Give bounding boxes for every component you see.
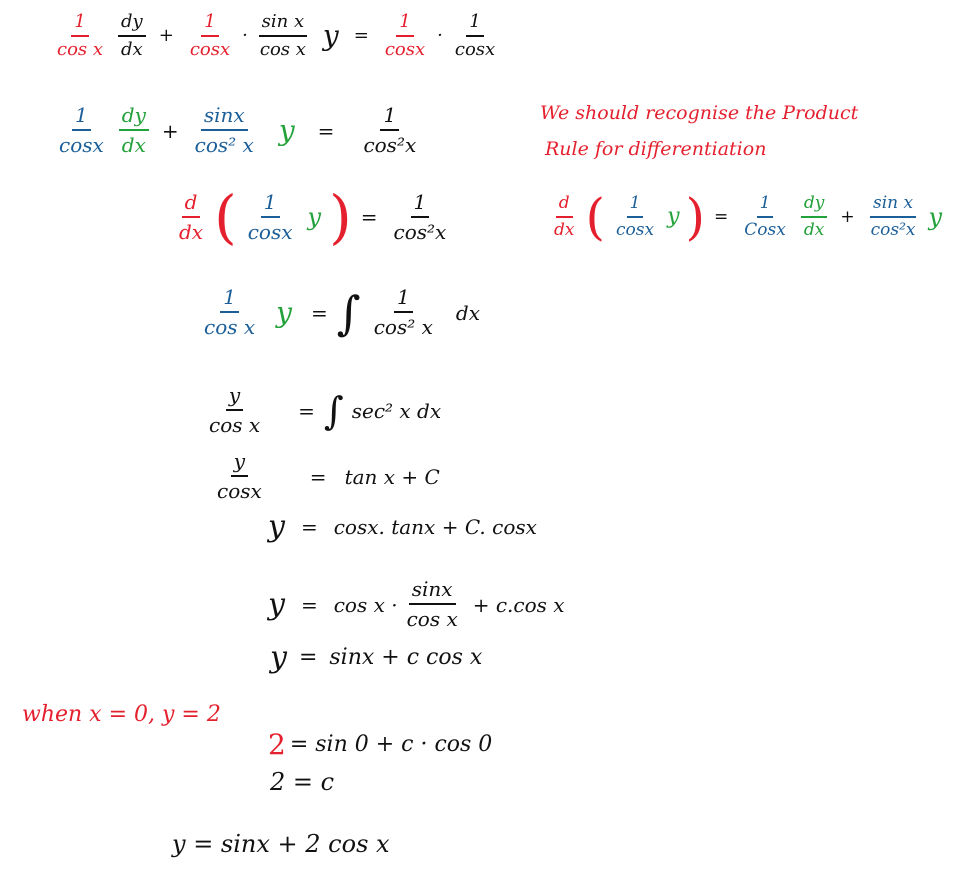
integrand-sec2x: sec² x dx: [351, 398, 442, 423]
equals-sign: =: [300, 592, 318, 617]
equation-line-5: [200, 384, 441, 437]
fraction-one-over-cosx: $\frac{1}{\cos x}$: [384, 11, 426, 60]
fraction-dy-dx: $\frac{dy}{dx}$: [801, 194, 828, 240]
integral-sign: ∫: [323, 388, 344, 433]
expression-tanx-plus-c: tan x + C: [344, 464, 440, 489]
equation-line-2: [50, 104, 425, 157]
equation-line-4: [195, 286, 480, 339]
equals-sign: =: [714, 206, 729, 227]
product-rule-note-line-1: We should recognise the Product: [540, 102, 859, 124]
product-rule-note-line-2: Rule for differentiation: [545, 138, 767, 160]
variable-y: y: [307, 203, 322, 231]
initial-condition: when x = 0, y = 2: [22, 702, 221, 727]
plus-sign: +: [840, 206, 855, 227]
fraction-one-over-cosx: $\frac{1}{\cos x}$: [247, 189, 293, 244]
variable-y: y: [278, 113, 295, 147]
equation-line-8: [268, 578, 565, 631]
substituted-value-2: 2: [268, 728, 286, 761]
expression-c-equals-2: 2 = c: [270, 768, 335, 796]
equals-sign: =: [353, 25, 369, 47]
fraction-sinx-cosx: $\frac{\text{sin x}}{\text{cos x}}$: [259, 11, 306, 60]
equation-line-11: [270, 770, 334, 794]
right-parenthesis: ): [685, 188, 706, 246]
integral-sign: ∫: [336, 285, 361, 340]
fraction-one-over-cosx: $\frac{1}{\text{Cosx}}$: [744, 192, 786, 240]
expression-line-7: cosx. tanx + C. cosx: [333, 515, 537, 539]
multiply-dot: ·: [437, 25, 443, 47]
expression-final-solution: y = sinx + 2 cos x: [172, 830, 390, 858]
equals-sign: =: [360, 205, 378, 229]
variable-y: y: [268, 586, 285, 622]
fraction-one-over-cos2x: $\frac{1}{\text{cos²x}}$: [363, 103, 417, 157]
equals-sign: =: [309, 464, 327, 489]
fraction-one-over-cosx: $\frac{1}{\cos x}$: [59, 103, 104, 157]
equation-line-3: [170, 183, 455, 251]
expression-general-solution: sinx + c cos x: [329, 645, 483, 670]
fraction-sinx-cos2x: $\frac{\text{sin x}}{\text{cos²x}}$: [870, 192, 916, 240]
variable-y: y: [322, 19, 339, 53]
fraction-one-over-cos2x: $\frac{1}{\text{cos² x}}$: [373, 285, 433, 339]
fraction-one-over-cosx: $\frac{1}{\cos x}$: [616, 192, 655, 240]
equals-sign: =: [298, 398, 315, 423]
differential-dx: dx: [455, 300, 480, 325]
equals-sign: =: [310, 300, 328, 325]
equation-line-6: [208, 450, 440, 503]
fraction-one-over-cosx: $\frac{1}{\cos x}$: [189, 11, 231, 60]
fraction-sinx-cos2x: $\frac{\sin x}{\text{cos² x}}$: [194, 103, 254, 157]
multiply-dot: ·: [242, 25, 248, 47]
plus-sign: +: [158, 25, 174, 47]
fraction-y-over-cosx: $\frac{y}{\cos x}$: [217, 449, 262, 503]
right-parenthesis: ): [329, 183, 352, 251]
product-rule-expansion: [545, 188, 943, 246]
variable-y: y: [928, 203, 943, 231]
equation-line-7: [268, 509, 537, 544]
left-parenthesis: (: [585, 188, 605, 246]
expression-plus-c-cosx: + c.cos x: [472, 592, 565, 617]
plus-sign: +: [161, 118, 179, 143]
equals-sign: =: [317, 118, 335, 143]
derivative-operator: $\frac{d}{dx}$: [179, 189, 204, 244]
variable-y: y: [667, 204, 680, 229]
expression-cosx-times: cos x ·: [333, 592, 398, 617]
equation-line-10: [268, 728, 493, 761]
expression-substitution: = sin 0 + c · cos 0: [289, 732, 493, 757]
variable-y: y: [268, 509, 285, 544]
fraction-one-over-cos2x: $\frac{1}{\text{cos²x}}$: [393, 189, 447, 244]
left-parenthesis: (: [214, 183, 237, 251]
fraction-dy-dx: $\frac{dy}{dx}$: [119, 104, 149, 157]
fraction-one-over-cosx: $\frac{1}{\cos x}$: [454, 11, 496, 60]
fraction-dy-dx: $\frac{dy}{dx}$: [118, 12, 146, 60]
variable-y: y: [270, 640, 287, 675]
fraction-sinx-over-cosx: $\frac{\sin x}{\text{cos x}}$: [406, 577, 458, 631]
equation-line-9: [270, 640, 483, 675]
fraction-one-over-cosx: $\frac{1}{\text{cos x}}$: [57, 11, 104, 60]
variable-y: y: [276, 295, 292, 329]
final-solution: [172, 832, 390, 856]
fraction-one-over-cosx: $\frac{1}{\text{cos x}}$: [204, 285, 256, 339]
equals-sign: =: [300, 515, 318, 539]
fraction-y-over-cosx: $\frac{y}{\text{cos x}}$: [209, 383, 261, 437]
equals-sign: =: [298, 645, 318, 670]
equation-line-1: [48, 12, 504, 60]
derivative-operator: $\frac{d}{dx}$: [554, 192, 575, 240]
